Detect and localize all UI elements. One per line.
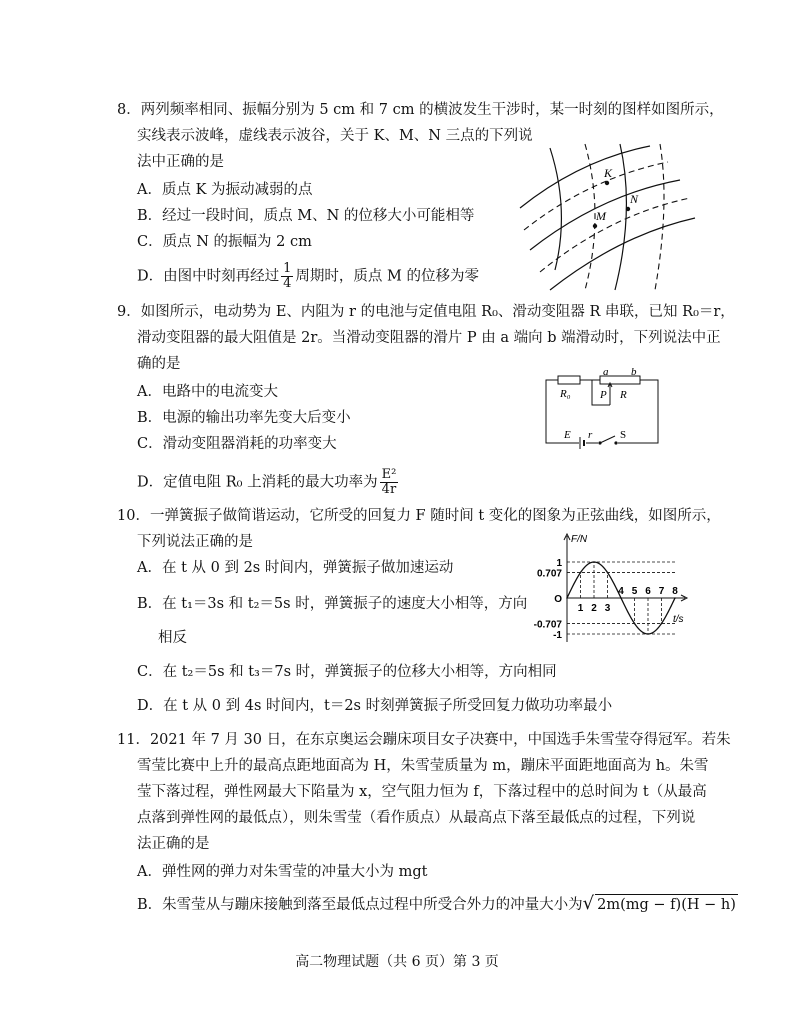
data-point xyxy=(566,597,568,599)
q10-option-b-line1: B．在 t₁＝3s 和 t₂＝5s 时，弹簧振子的速度大小相等，方向 xyxy=(137,596,528,612)
q11-stem-line4: 点落到弹性网的最低点），则朱雪莹（看作质点）从最高点下落至最低点的过程，下列说 xyxy=(137,810,696,826)
q8-option-b: B．经过一段时间，质点 M、N 的位移大小可能相等 xyxy=(137,208,475,224)
q9-option-c: C．滑动变阻器消耗的功率变大 xyxy=(137,436,337,452)
q8-label-m: M xyxy=(596,209,606,223)
q10-stem-line2: 下列说法正确的是 xyxy=(137,534,253,550)
q11-stem-line5: 法正确的是 xyxy=(137,836,210,852)
x-tick-label: 8 xyxy=(672,586,678,597)
sqrt-sign-icon: √ xyxy=(582,893,595,914)
q9-label-b: b xyxy=(631,366,637,378)
q10-option-a: A．在 t 从 0 到 2s 时间内，弹簧振子做加速运动 xyxy=(137,560,454,576)
y-tick-label: -1 xyxy=(553,630,562,641)
q11-stem-line1: 11．2021 年 7 月 30 日，在东京奥运会蹦床项目女子决赛中，中国选手朱雪莹夺得冠军。若朱 xyxy=(117,732,731,748)
data-point xyxy=(620,597,622,599)
page-footer: 高二物理试题（共 6 页）第 3 页 xyxy=(295,954,499,970)
y-axis-label: F/N xyxy=(571,534,588,545)
data-point xyxy=(661,623,663,625)
q9-option-b: B．电源的输出功率先变大后变小 xyxy=(137,410,351,426)
x-tick-label: 2 xyxy=(591,603,597,614)
q8-fraction xyxy=(281,262,293,291)
q10-option-d: D．在 t 从 0 到 4s 时间内，t＝2s 时刻弹簧振子所受回复力做功功率最小 xyxy=(137,698,613,714)
q9-label-s: S xyxy=(620,429,627,441)
q10-stem-line1: 10．一弹簧振子做简谐运动，它所受的回复力 F 随时间 t 变化的图象为正弦曲线，如图所示， xyxy=(117,508,721,524)
q11-option-b-pre: B．朱雪莹从与蹦床接触到落至最低点过程中所受合外力的冲量大小为 xyxy=(137,897,583,913)
q9-label-r: R xyxy=(620,389,627,401)
q8-frac-den: 4 xyxy=(283,276,292,291)
y-tick-label: O xyxy=(554,594,562,605)
q9-option-a: A．电路中的电流变大 xyxy=(137,384,278,400)
q11-option-b xyxy=(137,894,738,915)
q9-label-small-r: r xyxy=(588,429,593,441)
q8-label-k: K xyxy=(604,166,613,180)
x-tick-label: 3 xyxy=(604,603,611,614)
data-point xyxy=(593,561,595,563)
y-tick-label: -0.707 xyxy=(533,619,562,631)
q9-circuit-figure xyxy=(540,365,665,450)
q8-option-d-pre: D．由图中时刻再经过 xyxy=(137,268,280,285)
q9-label-p: P xyxy=(600,389,607,401)
x-tick-label: 4 xyxy=(618,586,624,597)
q10-option-c: C．在 t₂＝5s 和 t₃＝7s 时，弹簧振子的位移大小相等，方向相同 xyxy=(137,664,557,680)
q11-sqrt-expression: 2m(mg − f)(H − h) xyxy=(595,894,738,915)
q9-frac-num: E² xyxy=(381,467,397,482)
q9-stem-line1: 9．如图所示，电动势为 E、内阻为 r 的电池与定值电阻 R₀、滑动变阻器 R 串联，已知 R₀＝r， xyxy=(117,304,735,320)
data-point xyxy=(647,633,649,635)
q9-fraction xyxy=(380,468,399,497)
q9-option-d-pre: D．定值电阻 R₀ 上消耗的最大功率为 xyxy=(137,474,378,491)
q9-frac-den: 4r xyxy=(381,482,397,497)
q8-stem-line2: 实线表示波峰，虚线表示波谷，关于 K、M、N 三点的下列说 xyxy=(137,128,533,144)
q9-label-a: a xyxy=(603,366,609,378)
q11-stem-line3: 莹下落过程，弹性网最大下陷量为 x，空气阻力恒为 f，下落过程中的总时间为 t（从最高 xyxy=(137,784,707,800)
y-tick-label: 0.707 xyxy=(536,568,562,580)
q10-option-b-line2: 相反 xyxy=(158,630,187,646)
x-axis-label: t/s xyxy=(673,614,684,625)
q10-force-time-chart xyxy=(515,530,695,648)
q9-option-d xyxy=(137,468,400,497)
data-point xyxy=(634,623,636,625)
x-tick-label: 7 xyxy=(658,586,665,597)
x-tick-label: 6 xyxy=(645,586,651,597)
data-point xyxy=(674,597,676,599)
q8-option-c: C．质点 N 的振幅为 2 cm xyxy=(137,234,312,250)
q8-option-a: A．质点 K 为振动减弱的点 xyxy=(137,182,313,198)
q8-stem-line3: 法中正确的是 xyxy=(137,154,224,170)
q9-label-e: E xyxy=(564,429,571,441)
q8-interference-figure xyxy=(510,140,700,295)
data-point xyxy=(580,572,582,574)
q8-stem-line1: 8．两列频率相同、振幅分别为 5 cm 和 7 cm 的横波发生干涉时，某一时刻的图样如图所示， xyxy=(117,102,724,118)
q9-label-r0: R₀ xyxy=(560,388,571,400)
q11-stem-line2: 雪莹比赛中上升的最高点距地面高为 H，朱雪莹质量为 m，蹦床平面距地面高为 h。朱雪 xyxy=(137,758,709,774)
q8-label-n: N xyxy=(630,192,639,206)
y-tick-label: 1 xyxy=(556,558,562,569)
q11-option-a: A．弹性网的弹力对朱雪莹的冲量大小为 mgt xyxy=(137,864,428,880)
data-point xyxy=(607,572,609,574)
q8-option-d-post: 周期时，质点 M 的位移为零 xyxy=(295,268,479,285)
x-tick-label: 5 xyxy=(631,586,638,597)
x-tick-label: 1 xyxy=(577,603,584,614)
q9-stem-line2: 滑动变阻器的最大阻值是 2r。当滑动变阻器的滑片 P 由 a 端向 b 端滑动时，下列说法中正 xyxy=(137,330,721,346)
q9-stem-line3: 确的是 xyxy=(137,356,181,372)
q8-option-d xyxy=(137,262,479,291)
q8-frac-num: 1 xyxy=(283,261,292,276)
